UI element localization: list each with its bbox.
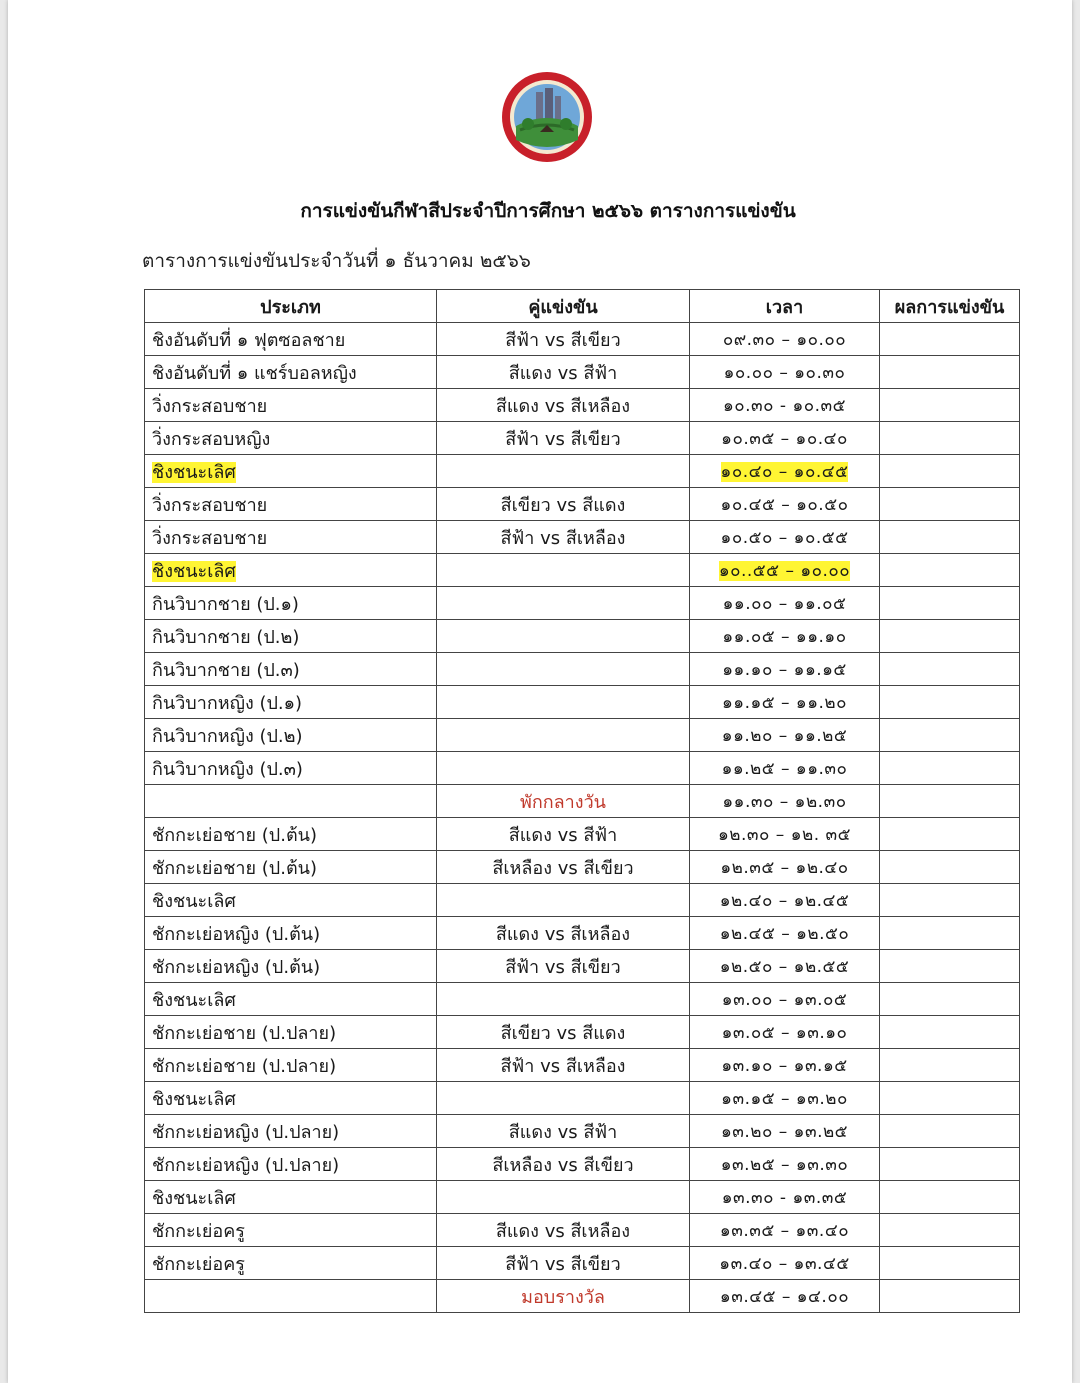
cell-result — [880, 884, 1020, 917]
cell-time — [690, 653, 880, 686]
cell-time — [690, 719, 880, 752]
cell-time-text: ๑๒.๔๕ – ๑๒.๕๐ — [719, 923, 850, 944]
cell-type-text: ชิงอันดับที่ ๑ แชร์บอลหญิง — [152, 362, 357, 384]
cell-match-text: สีแดง vs สีเหลือง — [495, 923, 631, 945]
cell-type-text: วิ่งกระสอบชาย — [152, 527, 268, 549]
cell-time-text: ๑๑.๐๐ – ๑๑.๐๕ — [722, 593, 847, 614]
cell-time — [690, 1082, 880, 1115]
table-row — [145, 752, 1020, 785]
cell-time — [690, 422, 880, 455]
cell-result — [880, 554, 1020, 587]
cell-type — [145, 389, 437, 422]
cell-type-text: ชิงชนะเลิศ — [152, 1088, 236, 1110]
cell-time — [690, 455, 880, 488]
cell-type — [145, 1082, 437, 1115]
cell-result — [880, 1181, 1020, 1214]
cell-match — [437, 983, 690, 1016]
cell-match — [437, 1148, 690, 1181]
cell-match-text: สีแดง vs สีฟ้า — [508, 824, 618, 846]
cell-type — [145, 686, 437, 719]
cell-type — [145, 950, 437, 983]
table-row — [145, 719, 1020, 752]
cell-match — [437, 752, 690, 785]
cell-result — [880, 752, 1020, 785]
cell-type — [145, 917, 437, 950]
cell-result — [880, 587, 1020, 620]
cell-match-text: สีเขียว vs สีแดง — [500, 494, 626, 516]
cell-match — [437, 455, 690, 488]
cell-match-text: สีฟ้า vs สีเขียว — [505, 1253, 621, 1275]
cell-result — [880, 389, 1020, 422]
cell-type — [145, 587, 437, 620]
cell-time — [690, 1115, 880, 1148]
cell-time — [690, 785, 880, 818]
table-row — [145, 884, 1020, 917]
cell-type-text: วิ่งกระสอบชาย — [152, 395, 268, 417]
cell-time — [690, 554, 880, 587]
cell-time — [690, 389, 880, 422]
cell-type-text: ชักกะเย่อครู — [152, 1220, 245, 1242]
cell-time-text: ๑๓.๑๐ – ๑๓.๑๕ — [721, 1055, 848, 1076]
cell-result — [880, 719, 1020, 752]
cell-match — [437, 521, 690, 554]
cell-type — [145, 356, 437, 389]
cell-result — [880, 917, 1020, 950]
cell-match — [437, 884, 690, 917]
cell-type-text: ชิงชนะเลิศ — [152, 989, 236, 1011]
schedule-body — [145, 323, 1020, 1313]
cell-type — [145, 1016, 437, 1049]
cell-result — [880, 620, 1020, 653]
cell-type — [145, 818, 437, 851]
cell-match-text: สีฟ้า vs สีเหลือง — [500, 527, 626, 549]
cell-time-text: ๑๐..๕๕ – ๑๐.๐๐ — [718, 560, 851, 581]
table-row — [145, 785, 1020, 818]
cell-type — [145, 1214, 437, 1247]
cell-match — [437, 554, 690, 587]
cell-result — [880, 818, 1020, 851]
cell-time — [690, 323, 880, 356]
cell-type-text: ชักกะเย่อหญิง (ป.ปลาย) — [152, 1121, 340, 1143]
cell-time — [690, 818, 880, 851]
cell-type-text: ชักกะเย่อชาย (ป.ต้น) — [152, 824, 317, 846]
cell-match — [437, 1181, 690, 1214]
cell-type-text: ชักกะเย่อชาย (ป.ปลาย) — [152, 1055, 337, 1077]
table-row — [145, 1082, 1020, 1115]
cell-time-text: ๑๒.๔๐ – ๑๒.๔๕ — [719, 890, 850, 911]
cell-time-text: ๑๓.๓๐ - ๑๓.๓๕ — [721, 1187, 848, 1208]
cell-result — [880, 488, 1020, 521]
cell-type — [145, 488, 437, 521]
cell-match — [437, 1214, 690, 1247]
cell-time — [690, 488, 880, 521]
table-row — [145, 587, 1020, 620]
cell-result — [880, 422, 1020, 455]
cell-time — [690, 917, 880, 950]
cell-time — [690, 1049, 880, 1082]
cell-time-text: ๑๐.๔๐ – ๑๐.๔๕ — [720, 461, 849, 482]
schedule-table — [144, 289, 1020, 1313]
table-row — [145, 521, 1020, 554]
cell-result — [880, 1082, 1020, 1115]
cell-match — [437, 686, 690, 719]
document-title: การแข่งขันกีฬาสีประจำปีการศึกษา ๒๕๖๖ ตารางการแข่งขัน — [300, 200, 796, 222]
cell-match — [437, 1049, 690, 1082]
cell-match — [437, 818, 690, 851]
cell-type — [145, 1115, 437, 1148]
cell-time-text: ๑๑.๒๕ – ๑๑.๓๐ — [721, 758, 848, 779]
cell-time-text: ๑๐.๓๕ – ๑๐.๔๐ — [721, 428, 848, 449]
cell-time — [690, 1214, 880, 1247]
table-row — [145, 1214, 1020, 1247]
cell-type — [145, 752, 437, 785]
cell-time — [690, 884, 880, 917]
cell-type — [145, 323, 437, 356]
cell-time — [690, 620, 880, 653]
cell-type — [145, 719, 437, 752]
cell-match — [437, 785, 690, 818]
cell-match-text: สีฟ้า vs สีเขียว — [505, 956, 621, 978]
cell-time — [690, 1181, 880, 1214]
cell-type-text: กินวิบากชาย (ป.๓) — [152, 659, 300, 681]
cell-type-text: ชักกะเย่อหญิง (ป.ปลาย) — [152, 1154, 340, 1176]
table-row — [145, 620, 1020, 653]
cell-result — [880, 1016, 1020, 1049]
cell-result — [880, 1280, 1020, 1313]
table-row — [145, 1148, 1020, 1181]
cell-result — [880, 785, 1020, 818]
cell-match — [437, 1016, 690, 1049]
cell-time-text: ๑๓.๒๐ – ๑๓.๒๕ — [720, 1121, 849, 1142]
cell-type-text: ชิงชนะเลิศ — [152, 461, 236, 483]
cell-time — [690, 1280, 880, 1313]
header-match: คู่แข่งขัน — [437, 290, 690, 323]
document-subtitle: ตารางการแข่งขันประจำวันที่ ๑ ธันวาคม ๒๕๖๖ — [142, 250, 531, 272]
table-row — [145, 554, 1020, 587]
cell-time-text: ๑๓.๔๐ – ๑๓.๔๕ — [719, 1253, 850, 1274]
cell-result — [880, 356, 1020, 389]
table-row — [145, 950, 1020, 983]
cell-time-text: ๑๑.๑๕ – ๑๑.๒๐ — [721, 692, 848, 713]
cell-time — [690, 851, 880, 884]
cell-match-text: สีแดง vs สีฟ้า — [508, 1121, 618, 1143]
table-row — [145, 389, 1020, 422]
cell-type-text: กินวิบากหญิง (ป.๑) — [152, 692, 303, 714]
cell-match — [437, 422, 690, 455]
cell-match — [437, 587, 690, 620]
table-row — [145, 1247, 1020, 1280]
cell-type — [145, 1247, 437, 1280]
cell-type-text: ชิงชนะเลิศ — [152, 1187, 236, 1209]
table-row — [145, 686, 1020, 719]
cell-time-text: ๑๑.๐๕ – ๑๑.๑๐ — [722, 626, 847, 647]
cell-match — [437, 389, 690, 422]
table-row — [145, 1016, 1020, 1049]
table-row — [145, 1181, 1020, 1214]
cell-result — [880, 1214, 1020, 1247]
cell-result — [880, 1148, 1020, 1181]
cell-match — [437, 1247, 690, 1280]
cell-match-text: สีเหลือง vs สีเขียว — [492, 1154, 634, 1176]
table-row — [145, 917, 1020, 950]
cell-time-text: ๑๓.๐๕ – ๑๓.๑๐ — [721, 1022, 848, 1043]
cell-result — [880, 653, 1020, 686]
cell-result — [880, 851, 1020, 884]
cell-time-text: ๑๑.๒๐ – ๑๑.๒๕ — [721, 725, 848, 746]
cell-time-text: ๑๐.๐๐ – ๑๐.๓๐ — [723, 362, 846, 383]
cell-match — [437, 719, 690, 752]
cell-match-text: สีแดง vs สีเหลือง — [495, 1220, 631, 1242]
cell-type — [145, 785, 437, 818]
cell-type-text: กินวิบากหญิง (ป.๒) — [152, 725, 303, 747]
cell-type-text: กินวิบากชาย (ป.๑) — [152, 593, 299, 615]
cell-type-text: ชักกะเย่อหญิง (ป.ต้น) — [152, 956, 321, 978]
cell-type — [145, 455, 437, 488]
cell-match-text: สีฟ้า vs สีเขียว — [505, 329, 621, 351]
cell-type — [145, 422, 437, 455]
cell-match-text: สีเขียว vs สีแดง — [500, 1022, 626, 1044]
cell-time-text: ๑๒.๓๐ – ๑๒. ๓๕ — [718, 824, 851, 845]
cell-time-text: ๑๑.๓๐ – ๑๒.๓๐ — [722, 791, 847, 812]
table-row — [145, 323, 1020, 356]
table-header-row — [145, 290, 1020, 323]
cell-result — [880, 1247, 1020, 1280]
cell-result — [880, 686, 1020, 719]
school-seal-icon — [500, 70, 594, 164]
header-type: ประเภท — [145, 290, 437, 323]
cell-match-text: มอบรางวัล — [521, 1286, 605, 1308]
cell-result — [880, 1049, 1020, 1082]
cell-time — [690, 950, 880, 983]
table-row — [145, 851, 1020, 884]
cell-type — [145, 884, 437, 917]
cell-time-text: ๑๐.๔๕ – ๑๐.๕๐ — [720, 494, 849, 515]
cell-type-text: ชักกะเย่อครู — [152, 1253, 245, 1275]
cell-time-text: ๑๓.๓๕ – ๑๓.๔๐ — [719, 1220, 850, 1241]
cell-result — [880, 323, 1020, 356]
cell-type-text: วิ่งกระสอบหญิง — [152, 428, 271, 450]
cell-match — [437, 1280, 690, 1313]
cell-time-text: ๑๑.๑๐ – ๑๑.๑๕ — [722, 659, 847, 680]
cell-time-text: ๑๓.๔๕ – ๑๔.๐๐ — [719, 1286, 850, 1307]
cell-time — [690, 752, 880, 785]
cell-match — [437, 356, 690, 389]
cell-result — [880, 1115, 1020, 1148]
cell-time — [690, 356, 880, 389]
cell-type-text: ชักกะเย่อหญิง (ป.ต้น) — [152, 923, 321, 945]
cell-type — [145, 851, 437, 884]
cell-time-text: ๑๐.๕๐ – ๑๐.๕๕ — [720, 527, 849, 548]
cell-type-text: ชักกะเย่อชาย (ป.ปลาย) — [152, 1022, 337, 1044]
table-row — [145, 1049, 1020, 1082]
table-row — [145, 1115, 1020, 1148]
cell-match — [437, 323, 690, 356]
cell-match — [437, 620, 690, 653]
cell-match — [437, 851, 690, 884]
cell-type — [145, 1049, 437, 1082]
cell-time-text: ๑๓.๒๕ – ๑๓.๓๐ — [720, 1154, 849, 1175]
cell-type — [145, 554, 437, 587]
cell-time — [690, 983, 880, 1016]
table-row — [145, 422, 1020, 455]
cell-type — [145, 620, 437, 653]
table-row — [145, 983, 1020, 1016]
cell-time — [690, 521, 880, 554]
cell-time — [690, 1148, 880, 1181]
cell-match — [437, 1115, 690, 1148]
cell-match — [437, 950, 690, 983]
cell-type-text: ชิงอันดับที่ ๑ ฟุตซอลชาย — [152, 329, 346, 351]
cell-time-text: ๑๓.๑๕ – ๑๓.๒๐ — [721, 1088, 848, 1109]
cell-type-text: กินวิบากชาย (ป.๒) — [152, 626, 300, 648]
cell-type-text: ชิงชนะเลิศ — [152, 890, 236, 912]
cell-result — [880, 983, 1020, 1016]
cell-match — [437, 653, 690, 686]
cell-type — [145, 983, 437, 1016]
cell-type — [145, 1148, 437, 1181]
cell-match-text: สีฟ้า vs สีเขียว — [505, 428, 621, 450]
cell-type — [145, 521, 437, 554]
cell-type — [145, 1280, 437, 1313]
cell-match-text: สีฟ้า vs สีเหลือง — [500, 1055, 626, 1077]
cell-match-text: สีเหลือง vs สีเขียว — [492, 857, 634, 879]
table-row — [145, 488, 1020, 521]
table-row — [145, 356, 1020, 389]
cell-time-text: ๐๙.๓๐ – ๑๐.๐๐ — [722, 329, 847, 350]
table-row — [145, 818, 1020, 851]
cell-type — [145, 1181, 437, 1214]
cell-time-text: ๑๓.๐๐ – ๑๓.๐๕ — [721, 989, 848, 1010]
cell-time — [690, 1247, 880, 1280]
cell-result — [880, 950, 1020, 983]
cell-time-text: ๑๐.๓๐ - ๑๐.๓๕ — [722, 395, 847, 416]
cell-type-text: กินวิบากหญิง (ป.๓) — [152, 758, 303, 780]
cell-result — [880, 521, 1020, 554]
table-row — [145, 455, 1020, 488]
cell-time — [690, 587, 880, 620]
header-time: เวลา — [690, 290, 880, 323]
cell-type-text: ชักกะเย่อชาย (ป.ต้น) — [152, 857, 317, 879]
cell-time-text: ๑๒.๕๐ – ๑๒.๕๕ — [719, 956, 850, 977]
cell-match-text: สีแดง vs สีเหลือง — [495, 395, 631, 417]
cell-type — [145, 653, 437, 686]
table-row — [145, 653, 1020, 686]
cell-match-text: สีแดง vs สีฟ้า — [508, 362, 618, 384]
document-page — [8, 0, 1072, 1383]
cell-time — [690, 1016, 880, 1049]
cell-time — [690, 686, 880, 719]
cell-match-text: พักกลางวัน — [519, 791, 606, 813]
cell-time-text: ๑๒.๓๕ – ๑๒.๔๐ — [720, 857, 849, 878]
cell-match — [437, 917, 690, 950]
header-result: ผลการแข่งขัน — [880, 290, 1020, 323]
cell-type-text: ชิงชนะเลิศ — [152, 560, 236, 582]
cell-match — [437, 488, 690, 521]
cell-type-text: วิ่งกระสอบชาย — [152, 494, 268, 516]
cell-result — [880, 455, 1020, 488]
cell-match — [437, 1082, 690, 1115]
table-row — [145, 1280, 1020, 1313]
